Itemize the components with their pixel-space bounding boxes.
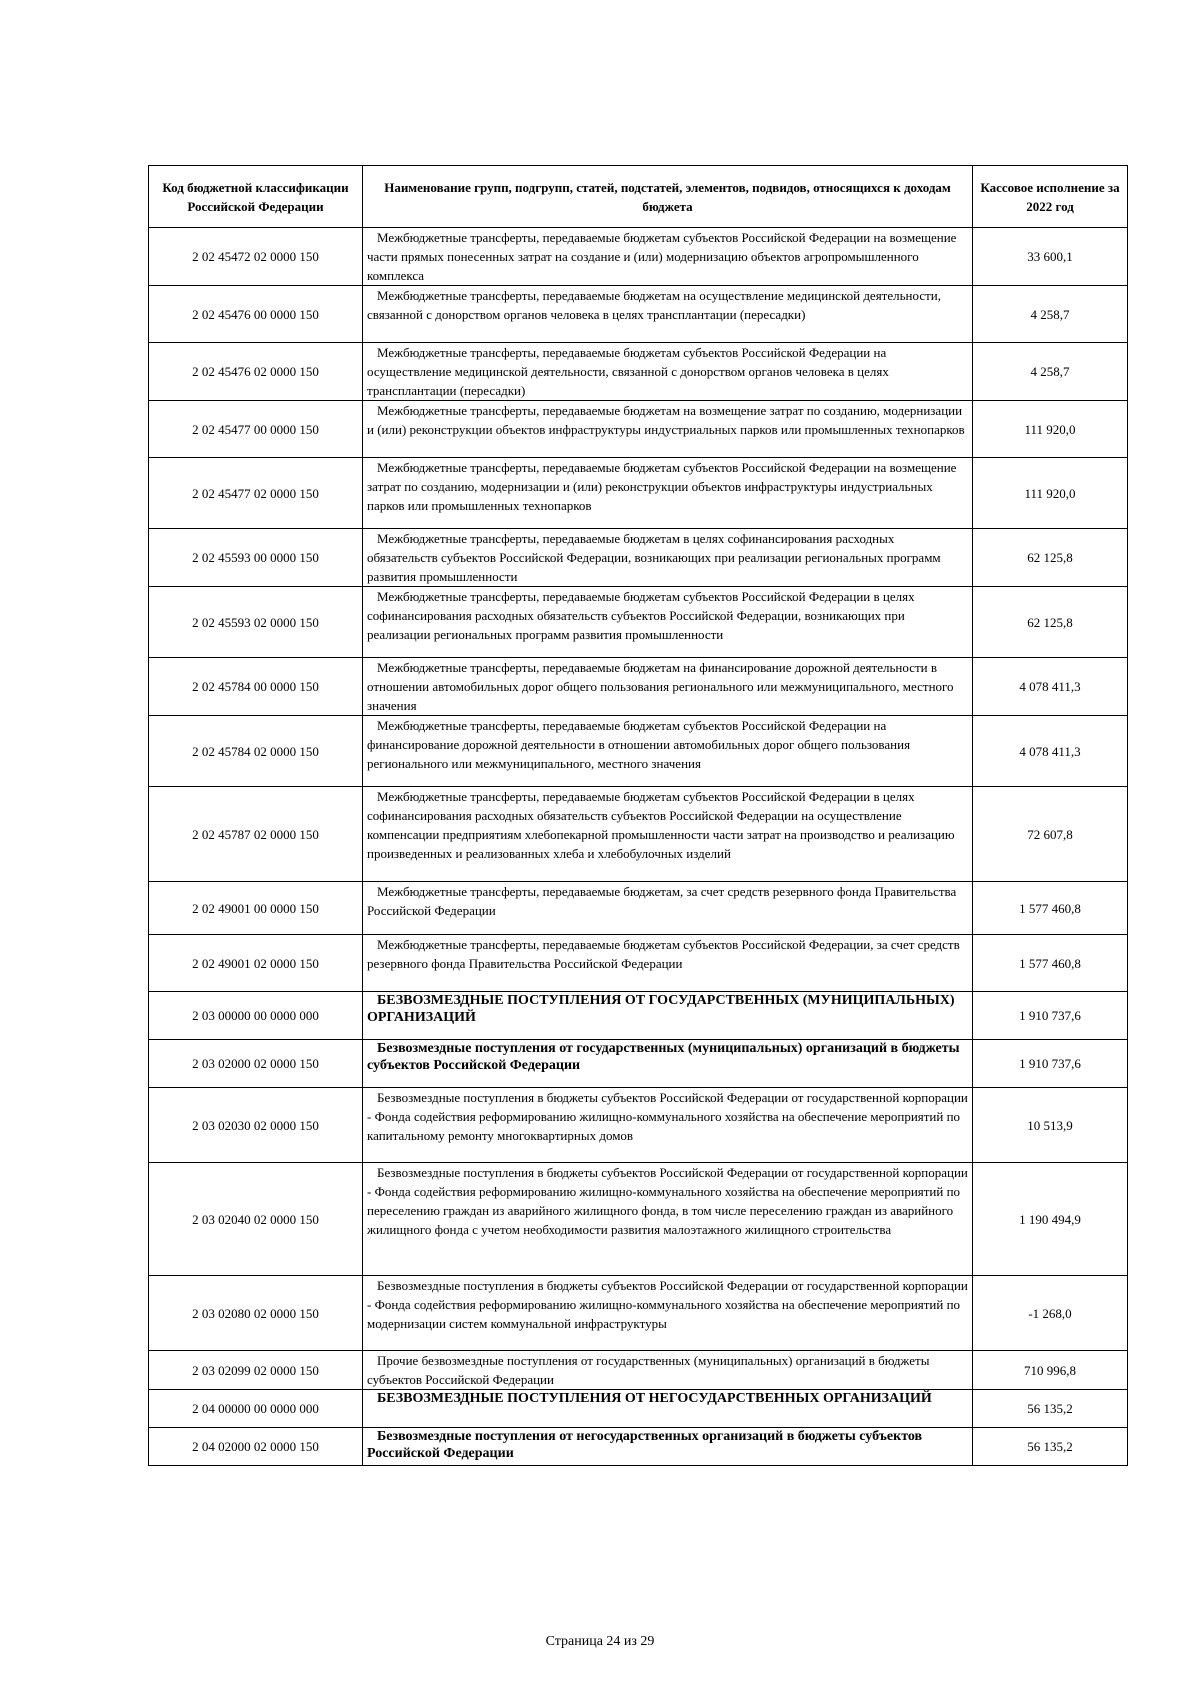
row-code: 2 02 45593 00 0000 150	[149, 529, 363, 587]
row-code: 2 02 45477 00 0000 150	[149, 401, 363, 458]
row-sum: 111 920,0	[973, 458, 1128, 529]
row-sum: 4 258,7	[973, 343, 1128, 401]
row-code: 2 04 00000 00 0000 000	[149, 1390, 363, 1428]
row-sum: 62 125,8	[973, 529, 1128, 587]
row-code: 2 02 45476 00 0000 150	[149, 286, 363, 343]
row-code: 2 02 45784 00 0000 150	[149, 658, 363, 716]
page-number: Страница 24 из 29	[545, 1634, 655, 1649]
header-sum: Кассовое исполнение за 2022 год	[973, 166, 1128, 228]
table-row	[149, 882, 1128, 935]
row-name: Межбюджетные трансферты, передаваемые бюджетам на финансирование дорожной деятельности в отношении автомобильных дорог общего пользования регионального или межмуниципального, местного значения	[363, 658, 973, 716]
row-code: 2 04 02000 02 0000 150	[149, 1428, 363, 1466]
row-code: 2 03 02080 02 0000 150	[149, 1276, 363, 1351]
row-name: БЕЗВОЗМЕЗДНЫЕ ПОСТУПЛЕНИЯ ОТ НЕГОСУДАРСТВЕННЫХ ОРГАНИЗАЦИЙ	[363, 1390, 973, 1428]
table-row	[149, 1040, 1128, 1088]
table-row	[149, 1088, 1128, 1163]
row-name: Межбюджетные трансферты, передаваемые бюджетам субъектов Российской Федерации в целях софинансирования расходных обязательств субъектов Российской Федерации, возникающих при реализации региональных программ развития промышленности	[363, 587, 973, 658]
row-sum: 710 996,8	[973, 1351, 1128, 1390]
table-row	[149, 1428, 1128, 1466]
row-name: Безвозмездные поступления в бюджеты субъектов Российской Федерации от государственной корпорации - Фонда содействия реформированию жилищно-коммунального хозяйства на обеспечение мероприятий по модернизации систем коммунальной инфраструктуры	[363, 1276, 973, 1351]
row-name: Межбюджетные трансферты, передаваемые бюджетам на возмещение затрат по созданию, модернизации и (или) реконструкции объектов инфраструктуры индустриальных парков или промышленных технопарков	[363, 401, 973, 458]
row-name: Безвозмездные поступления от негосударственных организаций в бюджеты субъектов Российской Федерации	[363, 1428, 973, 1466]
header-name: Наименование групп, подгрупп, статей, подстатей, элементов, подвидов, относящихся к доходам бюджета	[363, 166, 973, 228]
row-code: 2 03 02030 02 0000 150	[149, 1088, 363, 1163]
table-row	[149, 1390, 1128, 1428]
row-name: Прочие безвозмездные поступления от государственных (муниципальных) организаций в бюджеты субъектов Российской Федерации	[363, 1351, 973, 1390]
row-name: Безвозмездные поступления от государственных (муниципальных) организаций в бюджеты субъектов Российской Федерации	[363, 1040, 973, 1088]
row-sum: 62 125,8	[973, 587, 1128, 658]
row-name: Межбюджетные трансферты, передаваемые бюджетам на осуществление медицинской деятельности, связанной с донорством органов человека в целях трансплантации (пересадки)	[363, 286, 973, 343]
row-sum: 1 577 460,8	[973, 935, 1128, 992]
row-code: 2 02 45477 02 0000 150	[149, 458, 363, 529]
table-row	[149, 228, 1128, 286]
row-code: 2 03 02040 02 0000 150	[149, 1163, 363, 1276]
row-sum: 10 513,9	[973, 1088, 1128, 1163]
table-row	[149, 458, 1128, 529]
row-name: Межбюджетные трансферты, передаваемые бюджетам субъектов Российской Федерации на возмещение части прямых понесенных затрат на создание и (или) модернизацию объектов агропромышленного комплекса	[363, 228, 973, 286]
table-row	[149, 716, 1128, 787]
header-code: Код бюджетной классификации Российской Федерации	[149, 166, 363, 228]
row-sum: 72 607,8	[973, 787, 1128, 882]
table-row	[149, 1276, 1128, 1351]
row-name: Межбюджетные трансферты, передаваемые бюджетам в целях софинансирования расходных обязательств субъектов Российской Федерации, возникающих при реализации региональных программ развития промышленности	[363, 529, 973, 587]
row-sum: 4 258,7	[973, 286, 1128, 343]
row-sum: 1 577 460,8	[973, 882, 1128, 935]
table-header-row	[149, 166, 1128, 228]
row-code: 2 02 45472 02 0000 150	[149, 228, 363, 286]
row-sum: 111 920,0	[973, 401, 1128, 458]
row-name: Межбюджетные трансферты, передаваемые бюджетам субъектов Российской Федерации в целях софинансирования расходных обязательств субъектов Российской Федерации на осуществление компенсации предприятиям хлебопекарной промышленности части затрат на производство и реализацию произведенных и реализованных хлеба и хлебобулочных изделий	[363, 787, 973, 882]
row-code: 2 02 45476 02 0000 150	[149, 343, 363, 401]
table-row	[149, 935, 1128, 992]
row-sum: 33 600,1	[973, 228, 1128, 286]
table-row	[149, 286, 1128, 343]
row-sum: 1 910 737,6	[973, 1040, 1128, 1088]
table-row	[149, 343, 1128, 401]
row-name: Межбюджетные трансферты, передаваемые бюджетам, за счет средств резервного фонда Правительства Российской Федерации	[363, 882, 973, 935]
row-sum: 1 910 737,6	[973, 992, 1128, 1040]
table-body	[149, 228, 1128, 1466]
row-name: Безвозмездные поступления в бюджеты субъектов Российской Федерации от государственной корпорации - Фонда содействия реформированию жилищно-коммунального хозяйства на обеспечение мероприятий по капитальному ремонту многоквартирных домов	[363, 1088, 973, 1163]
row-code: 2 03 02000 02 0000 150	[149, 1040, 363, 1088]
table-row	[149, 787, 1128, 882]
row-code: 2 02 45593 02 0000 150	[149, 587, 363, 658]
row-sum: -1 268,0	[973, 1276, 1128, 1351]
row-name: Межбюджетные трансферты, передаваемые бюджетам субъектов Российской Федерации на осуществление медицинской деятельности, связанной с донорством органов человека в целях трансплантации (пересадки)	[363, 343, 973, 401]
table-row	[149, 587, 1128, 658]
row-sum: 56 135,2	[973, 1390, 1128, 1428]
row-name: Межбюджетные трансферты, передаваемые бюджетам субъектов Российской Федерации на возмещение затрат по созданию, модернизации и (или) реконструкции объектов инфраструктуры индустриальных парков или промышленных технопарков	[363, 458, 973, 529]
table-row	[149, 401, 1128, 458]
row-code: 2 02 45784 02 0000 150	[149, 716, 363, 787]
row-name: Межбюджетные трансферты, передаваемые бюджетам субъектов Российской Федерации на финансирование дорожной деятельности в отношении автомобильных дорог общего пользования регионального или межмуниципального, местного значения	[363, 716, 973, 787]
row-code: 2 03 00000 00 0000 000	[149, 992, 363, 1040]
row-sum: 4 078 411,3	[973, 716, 1128, 787]
table-row	[149, 658, 1128, 716]
table-row	[149, 1351, 1128, 1390]
row-name: Межбюджетные трансферты, передаваемые бюджетам субъектов Российской Федерации, за счет средств резервного фонда Правительства Российской Федерации	[363, 935, 973, 992]
row-sum: 1 190 494,9	[973, 1163, 1128, 1276]
row-code: 2 03 02099 02 0000 150	[149, 1351, 363, 1390]
row-name: Безвозмездные поступления в бюджеты субъектов Российской Федерации от государственной корпорации - Фонда содействия реформированию жилищно-коммунального хозяйства на обеспечение мероприятий по переселению граждан из аварийного жилищного фонда, в том числе переселению граждан из аварийного жилищного фонда с учетом необходимости развития малоэтажного жилищного строительства	[363, 1163, 973, 1276]
table-row	[149, 1163, 1128, 1276]
budget-revenue-table	[148, 165, 1128, 1466]
table-row	[149, 992, 1128, 1040]
table-row	[149, 529, 1128, 587]
row-code: 2 02 49001 00 0000 150	[149, 882, 363, 935]
row-name: БЕЗВОЗМЕЗДНЫЕ ПОСТУПЛЕНИЯ ОТ ГОСУДАРСТВЕННЫХ (МУНИЦИПАЛЬНЫХ) ОРГАНИЗАЦИЙ	[363, 992, 973, 1040]
row-code: 2 02 45787 02 0000 150	[149, 787, 363, 882]
row-sum: 4 078 411,3	[973, 658, 1128, 716]
row-sum: 56 135,2	[973, 1428, 1128, 1466]
row-code: 2 02 49001 02 0000 150	[149, 935, 363, 992]
